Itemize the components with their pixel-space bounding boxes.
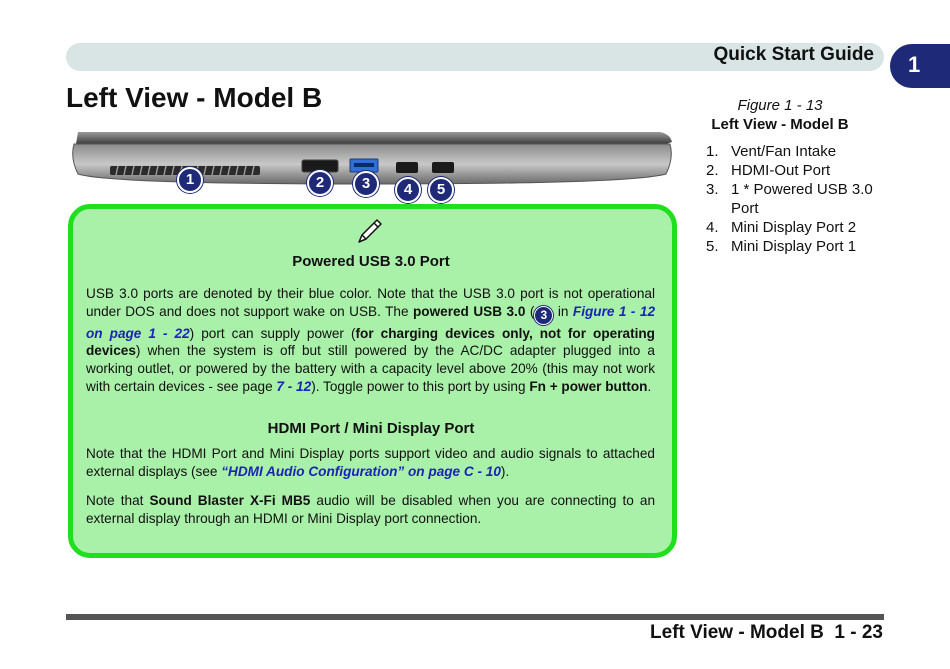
list-item xyxy=(706,237,881,256)
item-number: 2. xyxy=(706,162,719,179)
callout-4: 4 xyxy=(395,177,421,203)
chapter-number: 1 xyxy=(908,52,921,77)
list-item xyxy=(706,218,881,237)
callout-5: 5 xyxy=(428,177,454,203)
mini-dp-1-graphic xyxy=(432,162,454,173)
note-paragraph-hdmi: Note that the HDMI Port and Mini Display ports support video and audio signals to attached external displays (see “HDMI Audio Configuration” on page C - 10). xyxy=(86,446,655,479)
figure-title: Left View - Model B xyxy=(711,116,849,133)
parts-list xyxy=(706,142,881,256)
note-paragraph-audio: Note that Sound Blaster X-Fi MB5 audio will be disabled when you are connecting to an external display through an HDMI or Mini Display port connection. xyxy=(86,493,655,526)
item-number: 4. xyxy=(706,219,719,236)
mini-dp-2-graphic xyxy=(396,162,418,173)
footer-rule xyxy=(66,614,884,620)
item-label: Vent/Fan Intake xyxy=(731,143,837,160)
item-label: 1 * Powered USB 3.0 Port xyxy=(731,181,873,217)
callout-3: 3 xyxy=(353,171,379,197)
footer-page-label: Left View - Model B 1 - 23 xyxy=(650,622,883,643)
pen-icon xyxy=(355,216,385,246)
callout-1: 1 xyxy=(177,167,203,193)
figure-number: Figure 1 - 13 xyxy=(737,97,823,114)
inline-callout-3: 3 xyxy=(534,306,553,325)
hdmi-audio-link[interactable]: “HDMI Audio Configuration” on page C - 10 xyxy=(221,463,501,479)
item-label: Mini Display Port 1 xyxy=(731,238,857,255)
list-item xyxy=(706,142,881,161)
item-number: 5. xyxy=(706,238,719,255)
note-heading-hdmi: HDMI Port / Mini Display Port xyxy=(267,420,475,437)
header-title: Quick Start Guide xyxy=(713,44,874,65)
page-title: Left View - Model B xyxy=(66,82,323,113)
item-label: Mini Display Port 2 xyxy=(731,219,857,236)
item-number: 1. xyxy=(706,143,719,160)
note-paragraph-usb: USB 3.0 ports are denoted by their blue color. Note that the USB 3.0 port is not operational under DOS and does not support wake on USB. The powered USB 3.0 ( 3 in Figure 1 - 12 on page 1 - 22) port can supply power (for charging devices only, not for operating devices) when the system is off but still powered by the AC/DC adapter plugged into a working outlet, or powered by the battery with a capacity level above 20% (this may not work with certain devices - see page 7 - 12). Toggle power to this port by using Fn + power button. xyxy=(86,286,656,394)
note-heading-usb: Powered USB 3.0 Port xyxy=(292,253,450,270)
page-link[interactable]: 7 - 12 xyxy=(276,378,312,394)
list-item xyxy=(706,161,881,180)
list-item xyxy=(706,180,881,218)
item-label: HDMI-Out Port xyxy=(731,162,831,179)
item-number: 3. xyxy=(706,181,719,198)
figure-caption xyxy=(690,97,870,133)
callout-2: 2 xyxy=(307,170,333,196)
figure-link[interactable]: Figure 1 - 12 on page 1 - 22 xyxy=(86,303,656,341)
